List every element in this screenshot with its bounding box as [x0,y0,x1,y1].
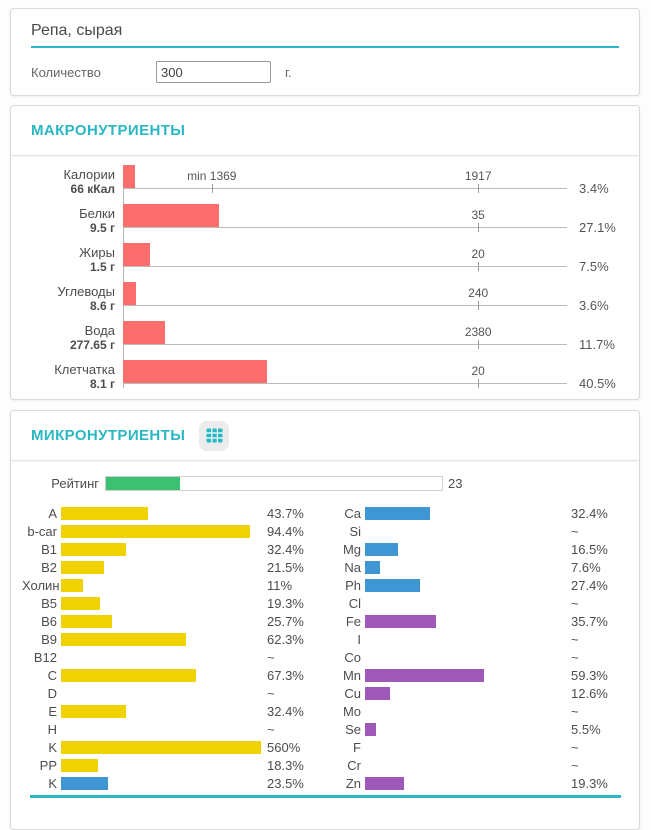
micro-row [22,666,326,684]
micronutrients-header [11,411,639,461]
micro-row [22,540,326,558]
micro-row-label: B12 [33,649,57,665]
macro-baseline [123,227,567,228]
micro-row-label: Se [345,721,361,737]
micro-row-percent: ~ [267,721,275,737]
micro-row-barzone [364,723,564,736]
micro-row-barzone [60,759,260,772]
micro-row-percent: 25.7% [267,613,304,629]
macro-row-name: Белки [79,206,115,221]
micro-row-label: Cr [347,757,361,773]
macro-norm-tick [478,301,479,310]
micro-chart [11,495,639,792]
micro-row-barzone [60,543,260,556]
micro-row [326,540,630,558]
micro-row-percent: ~ [571,649,579,665]
micro-row-percent: 560% [267,739,301,755]
macro-bar [123,204,219,227]
macro-row-amount: 8.1 г [89,377,115,391]
micro-row-percent: 35.7% [571,613,608,629]
micro-row-label: Ca [344,505,361,521]
micro-row-percent: 11% [267,577,293,593]
micro-row-percent: 67.3% [267,667,304,683]
micro-row-label: Cu [344,685,361,701]
macro-row [11,320,639,359]
micro-row-barzone [364,561,564,574]
macro-row-label [11,164,115,203]
micro-row-barzone [364,705,564,718]
micro-row-label: Cl [348,595,361,611]
macro-row-percent: 11.7% [579,337,615,352]
macronutrients-title: МАКРОНУТРИЕНТЫ [31,122,186,139]
micro-row [326,756,630,774]
micro-row-label: C [47,667,57,683]
micro-bar [365,543,398,556]
micro-row-label: B6 [41,613,57,629]
macro-row-amount: 277.65 г [69,338,115,352]
macro-row [11,281,639,320]
macro-row-amount: 66 кКал [70,182,115,196]
micro-bar [365,723,376,736]
micro-row-barzone [60,741,260,754]
micro-row [326,774,630,792]
micro-row-barzone [364,579,564,592]
micro-row-label: PP [39,757,57,773]
micro-bar [365,507,430,520]
macro-bar [123,282,136,305]
micro-bar [365,669,484,682]
micro-row-barzone [60,633,260,646]
micro-row [326,738,630,756]
micro-bar [61,525,250,538]
micro-row-percent: 94.4% [267,523,304,539]
rating-value: 23 [448,476,463,491]
macro-norm-label: 240 [468,286,489,300]
micro-row-label: F [353,739,361,755]
micro-row-barzone [60,579,260,592]
macro-row-label [11,281,115,320]
macro-norm-tick [478,223,479,232]
micro-bar [61,579,83,592]
micro-row-label: B2 [41,559,57,575]
macro-row-amount: 1.5 г [89,260,115,274]
micro-row-barzone [60,597,260,610]
macro-row-plot [123,281,567,320]
micro-bar [365,777,404,790]
macro-row-label [11,359,115,398]
macro-norm-label: 20 [471,364,485,378]
macro-chart [11,156,639,398]
macro-baseline [123,383,567,384]
micro-row [22,756,326,774]
micro-row-label: I [357,631,361,647]
micro-row [326,666,630,684]
page-title: Репа, сырая [31,9,619,48]
micro-row [22,738,326,756]
macro-row-label [11,242,115,281]
micro-bar [61,597,100,610]
micro-row-label: Ph [345,577,361,593]
macro-row-plot [123,320,567,359]
micro-row-percent: ~ [571,631,579,647]
macro-bar [123,360,267,383]
micro-row-barzone [364,615,564,628]
micro-row-barzone [60,777,260,790]
macro-row-percent: 3.4% [579,181,609,196]
rating-track [105,476,443,491]
micro-row-label: E [48,703,57,719]
micro-row-barzone [364,741,564,754]
macro-baseline [123,305,567,306]
micro-bar [365,687,390,700]
micro-row-label: Холин [22,577,60,593]
micro-row-label: D [47,685,57,701]
micro-row-label: K [48,775,57,791]
micro-row [326,684,630,702]
micro-row-barzone [364,525,564,538]
micro-row [22,630,326,648]
macro-row-plot [123,242,567,281]
micro-row-percent: ~ [267,685,275,701]
rating-fill-bar [106,477,180,490]
macro-row-label [11,320,115,359]
macro-baseline [123,344,567,345]
macro-row-name: Клетчатка [54,362,115,377]
micro-row-barzone [60,687,260,700]
micro-column-minerals [326,504,630,792]
macro-row-name: Жиры [79,245,115,260]
micro-row [326,720,630,738]
micro-row-barzone [364,687,564,700]
macro-bar [123,243,150,266]
micro-row-percent: 16.5% [571,541,608,557]
micro-row-barzone [364,507,564,520]
micro-row [22,576,326,594]
micro-row-percent: 27.4% [571,577,608,593]
micro-row-barzone [364,543,564,556]
micro-row-percent: ~ [571,595,579,611]
micro-row-label: b-car [27,523,57,539]
table-view-button[interactable] [199,421,229,451]
micro-bar [61,705,126,718]
macro-row [11,359,639,398]
micro-row [326,594,630,612]
micro-row [22,504,326,522]
rating-label: Рейтинг [51,476,99,491]
macro-row-label [11,203,115,242]
macro-norm-tick [478,340,479,349]
micro-row-percent: 59.3% [571,667,608,683]
micro-row-label: Zn [345,775,361,791]
micro-bar [365,561,380,574]
micro-row [326,504,630,522]
micro-row-percent: 62.3% [267,631,304,647]
micro-row-barzone [364,651,564,664]
macro-row-plot [123,359,567,398]
macronutrients-header [11,106,639,156]
micro-bar [365,615,436,628]
quantity-unit: г. [285,64,292,80]
micro-row-percent: ~ [571,703,579,719]
macro-row-percent: 40.5% [579,376,616,391]
micro-row [22,522,326,540]
micro-row [326,558,630,576]
macro-row [11,164,639,203]
micro-row [22,558,326,576]
macro-row-amount: 9.5 г [89,221,115,235]
macro-row-plot [123,203,567,242]
macro-row-percent: 7.5% [579,259,609,274]
macro-row-amount: 8.6 г [89,299,115,313]
micro-row-barzone [60,507,260,520]
micro-row-percent: 5.5% [571,721,601,737]
micro-row-percent: 23.5% [267,775,304,791]
macro-bar [123,321,165,344]
macro-row-name: Калории [63,167,115,182]
micro-bar [61,543,126,556]
macro-norm-label: 1917 [464,169,492,183]
micro-row-label: Co [344,649,361,665]
micro-row [326,702,630,720]
micro-bar [61,759,98,772]
micro-row-percent: 18.3% [267,757,304,773]
micro-row-percent: 43.7% [267,505,304,521]
micro-row-barzone [364,777,564,790]
micro-row-barzone [60,561,260,574]
micro-row-percent: 19.3% [267,595,304,611]
micro-bar [61,615,112,628]
micro-bar [61,507,148,520]
macro-row-name: Вода [84,323,115,338]
macro-norm-label: 35 [471,208,485,222]
micro-row-barzone [60,651,260,664]
macro-row-name: Углеводы [57,284,115,299]
micro-row [22,720,326,738]
macro-row [11,242,639,281]
micro-row [22,594,326,612]
micro-row [326,648,630,666]
macro-baseline [123,266,567,267]
micro-row-barzone [364,633,564,646]
micro-row-label: Mo [342,703,361,719]
micro-row-barzone [60,525,260,538]
table-grid-icon [206,428,223,443]
micro-row-label: Na [344,559,361,575]
quantity-input[interactable] [156,61,271,83]
macro-norm-tick [478,379,479,388]
macro-min-label: min 1369 [187,169,237,183]
micro-row-label: K [48,739,57,755]
micro-row [22,684,326,702]
micro-row-barzone [60,615,260,628]
micro-bar [61,777,108,790]
micro-row-label: Mg [342,541,361,557]
micro-row-barzone [364,597,564,610]
micro-row-label: Fe [345,613,361,629]
micro-row-label: Mn [342,667,361,683]
micro-row-barzone [60,705,260,718]
micro-row-barzone [60,723,260,736]
quantity-label: Количество [31,64,101,80]
micro-row-percent: 19.3% [571,775,608,791]
micronutrients-title: МИКРОНУТРИЕНТЫ [31,427,186,444]
macro-baseline [123,188,567,189]
micro-row [326,522,630,540]
rating-row [31,476,619,491]
micro-column-vitamins [22,504,326,792]
macro-norm-label: 20 [471,247,485,261]
micro-row-percent: ~ [267,649,275,665]
micro-row [22,648,326,666]
micro-row-barzone [364,759,564,772]
micro-row-barzone [60,669,260,682]
micro-bar [61,633,186,646]
micro-row-percent: 7.6% [571,559,601,575]
micro-row-percent: 32.4% [571,505,608,521]
micro-row-percent: 12.6% [571,685,608,701]
micro-row [326,576,630,594]
micro-row [326,612,630,630]
micro-row [22,774,326,792]
macro-row-percent: 27.1% [579,220,616,235]
quantity-row [31,61,619,83]
macro-row-percent: 3.6% [579,298,609,313]
micro-row-percent: 32.4% [267,541,304,557]
micro-row-label: B9 [41,631,57,647]
bottom-section-divider [30,795,621,798]
micronutrients-card [10,410,640,830]
micro-row [22,612,326,630]
macronutrients-card [10,105,640,400]
micro-row-percent: 21.5% [267,559,304,575]
micro-row-percent: ~ [571,523,579,539]
macro-min-tick [212,184,213,193]
micro-row-label: B1 [41,541,57,557]
micro-row-percent: ~ [571,739,579,755]
micro-row-percent: ~ [571,757,579,773]
micro-row-label: B5 [41,595,57,611]
macro-bar [123,165,135,188]
micro-row-percent: 32.4% [267,703,304,719]
micro-row [22,702,326,720]
micro-bar [61,669,196,682]
micro-row [326,630,630,648]
macro-row-plot [123,164,567,203]
macro-norm-tick [478,184,479,193]
micro-row-label: H [47,721,57,737]
macro-norm-label: 2380 [464,325,492,339]
micro-row-label: Si [349,523,361,539]
food-card [10,8,640,96]
macro-norm-tick [478,262,479,271]
micro-row-barzone [364,669,564,682]
micro-bar [61,561,104,574]
micro-bar [365,579,420,592]
macro-row [11,203,639,242]
micro-bar [61,741,261,754]
micro-row-label: A [48,505,57,521]
